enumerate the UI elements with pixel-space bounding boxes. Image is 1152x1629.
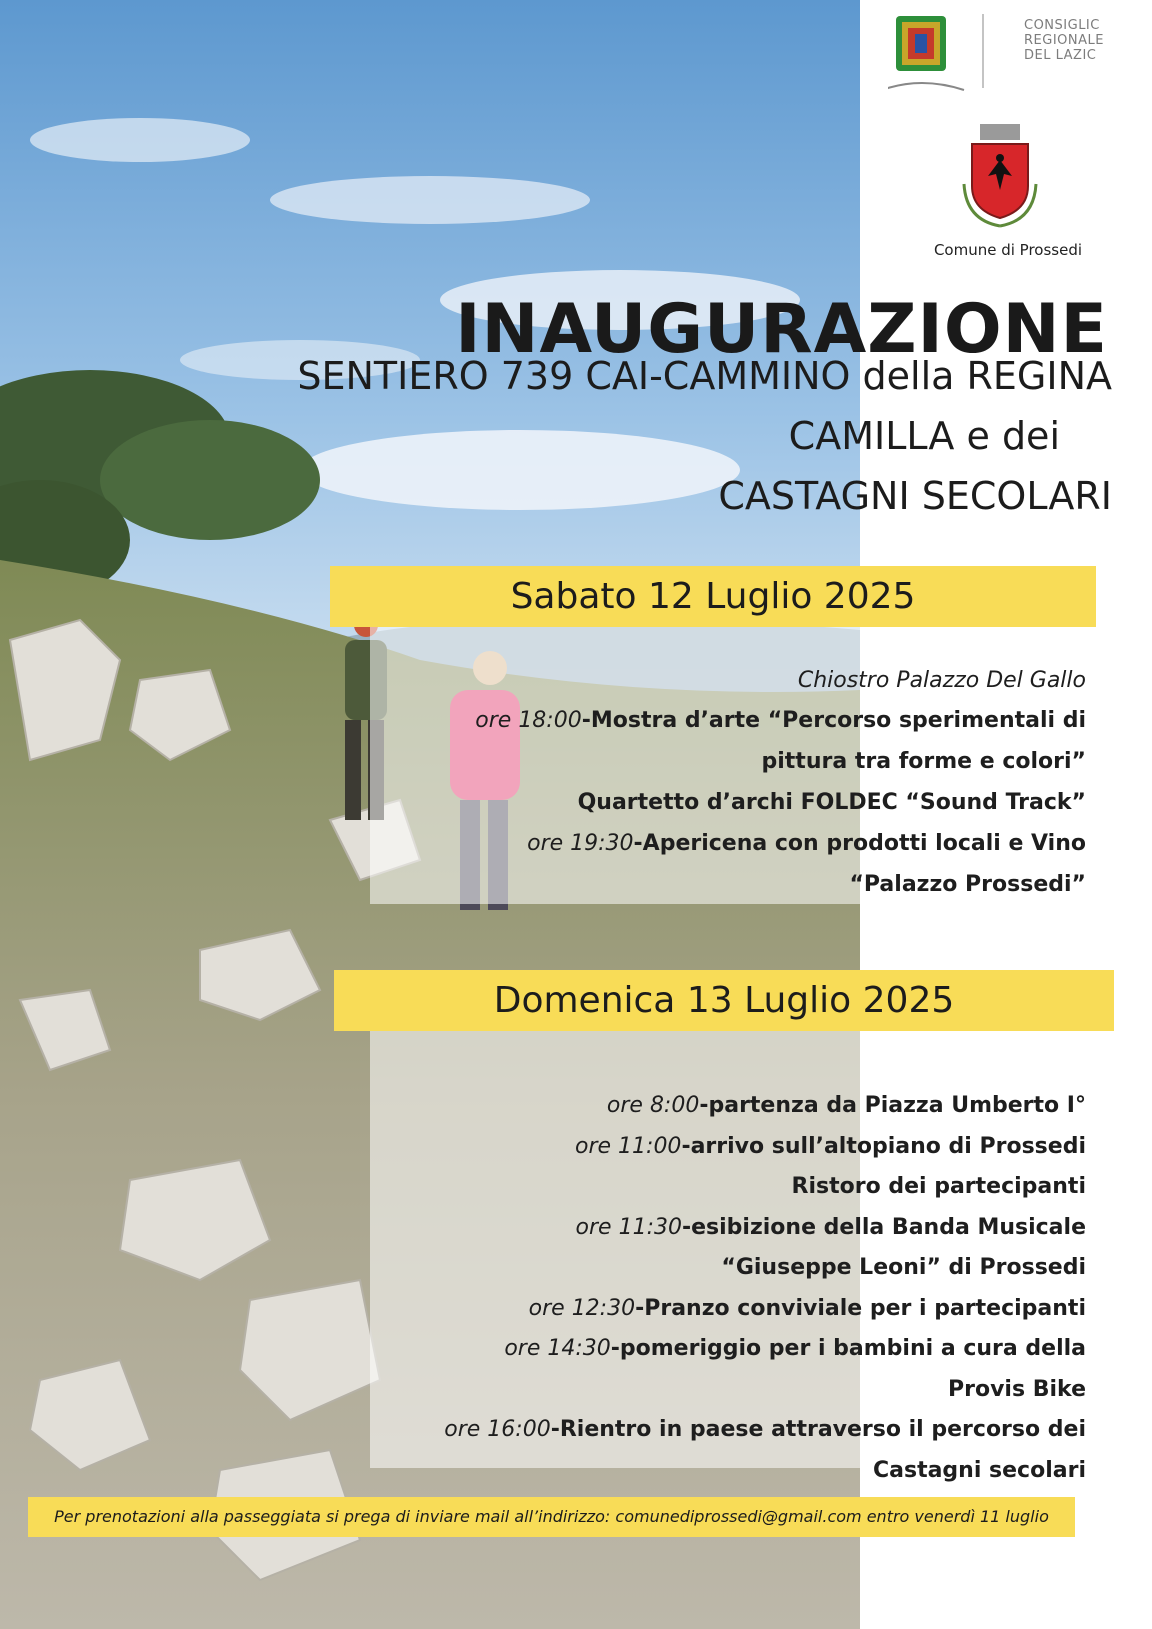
program-text: -arrivo sull’altopiano di Prossedi bbox=[681, 1133, 1086, 1159]
program-panel-sunday bbox=[370, 1016, 860, 1468]
booking-footer: Per prenotazioni alla passeggiata si prega di inviare mail all’indirizzo: comunediprossedi@gmail.com entro venerdì 11 luglio bbox=[28, 1497, 1075, 1537]
program-line bbox=[475, 708, 1086, 733]
program-text: “Palazzo Prossedi” bbox=[849, 872, 1086, 897]
program-line bbox=[578, 790, 1086, 815]
program-line bbox=[444, 1417, 1086, 1442]
program-text: Ristoro dei partecipanti bbox=[791, 1174, 1086, 1199]
program-text: -Mostra d’arte “Percorso sperimentali di bbox=[581, 708, 1086, 733]
subtitle-line-3: CASTAGNI SECOLARI bbox=[718, 474, 1112, 518]
eagle-crest-icon bbox=[960, 124, 1040, 234]
program-text: -Rientro in paese attraverso il percorso dei bbox=[550, 1417, 1086, 1442]
program-time: ore 11:30 bbox=[575, 1214, 682, 1240]
program-text: Quartetto d’archi FOLDEC “Sound Track” bbox=[577, 790, 1086, 815]
program-line bbox=[527, 831, 1086, 856]
page-title: INAUGURAZIONE bbox=[455, 290, 1108, 369]
date-banner-saturday: Sabato 12 Luglio 2025 bbox=[330, 566, 1096, 627]
program-time: ore 11:00 bbox=[575, 1133, 682, 1159]
program-text: -esibizione della Banda Musicale bbox=[681, 1214, 1086, 1240]
program-text: -Apericena con prodotti locali e Vino bbox=[633, 831, 1086, 856]
program-line bbox=[792, 1174, 1086, 1199]
program-time: ore 18:00 bbox=[475, 708, 582, 733]
consiglio-emblem-icon bbox=[888, 14, 1018, 94]
program-line bbox=[575, 1134, 1086, 1159]
program-line bbox=[948, 1377, 1086, 1402]
comune-label: Comune di Prossedi bbox=[933, 241, 1083, 259]
program-text: -Pranzo conviviale per i partecipanti bbox=[635, 1295, 1086, 1321]
program-text: “Giuseppe Leoni” di Prossedi bbox=[721, 1255, 1086, 1280]
program-text: Provis Bike bbox=[948, 1376, 1086, 1402]
program-line bbox=[873, 1458, 1086, 1483]
program-line bbox=[607, 1093, 1086, 1118]
program-line bbox=[721, 1255, 1086, 1280]
program-time: ore 8:00 bbox=[606, 1093, 700, 1118]
consiglio-line-3: DEL LAZIC bbox=[1024, 48, 1097, 63]
subtitle-line-2: CAMILLA e dei bbox=[788, 414, 1060, 458]
venue-label: Chiostro Palazzo Del Gallo bbox=[797, 668, 1086, 693]
program-time: ore 14:30 bbox=[504, 1336, 611, 1361]
program-time: ore 16:00 bbox=[444, 1417, 551, 1442]
program-time: ore 19:30 bbox=[527, 831, 634, 856]
program-line bbox=[529, 1296, 1086, 1321]
program-line bbox=[504, 1336, 1086, 1361]
consiglio-line-1: CONSIGLIC bbox=[1024, 18, 1100, 33]
program-line bbox=[576, 1215, 1086, 1240]
comune-prossedi-crest bbox=[960, 124, 1040, 244]
consiglio-regionale-text bbox=[1024, 18, 1104, 63]
consiglio-line-2: REGIONALE bbox=[1024, 33, 1104, 48]
program-line bbox=[849, 872, 1086, 897]
program-line bbox=[762, 749, 1087, 774]
program-text: -partenza da Piazza Umberto I° bbox=[699, 1093, 1086, 1118]
date-banner-sunday: Domenica 13 Luglio 2025 bbox=[334, 970, 1114, 1031]
program-text: -pomeriggio per i bambini a cura della bbox=[610, 1336, 1086, 1361]
subtitle-line-1: SENTIERO 739 CAI-CAMMINO della REGINA bbox=[297, 354, 1112, 398]
program-time: ore 12:30 bbox=[528, 1295, 636, 1321]
program-text: Castagni secolari bbox=[872, 1457, 1086, 1483]
program-text: pittura tra forme e colori” bbox=[761, 749, 1086, 774]
